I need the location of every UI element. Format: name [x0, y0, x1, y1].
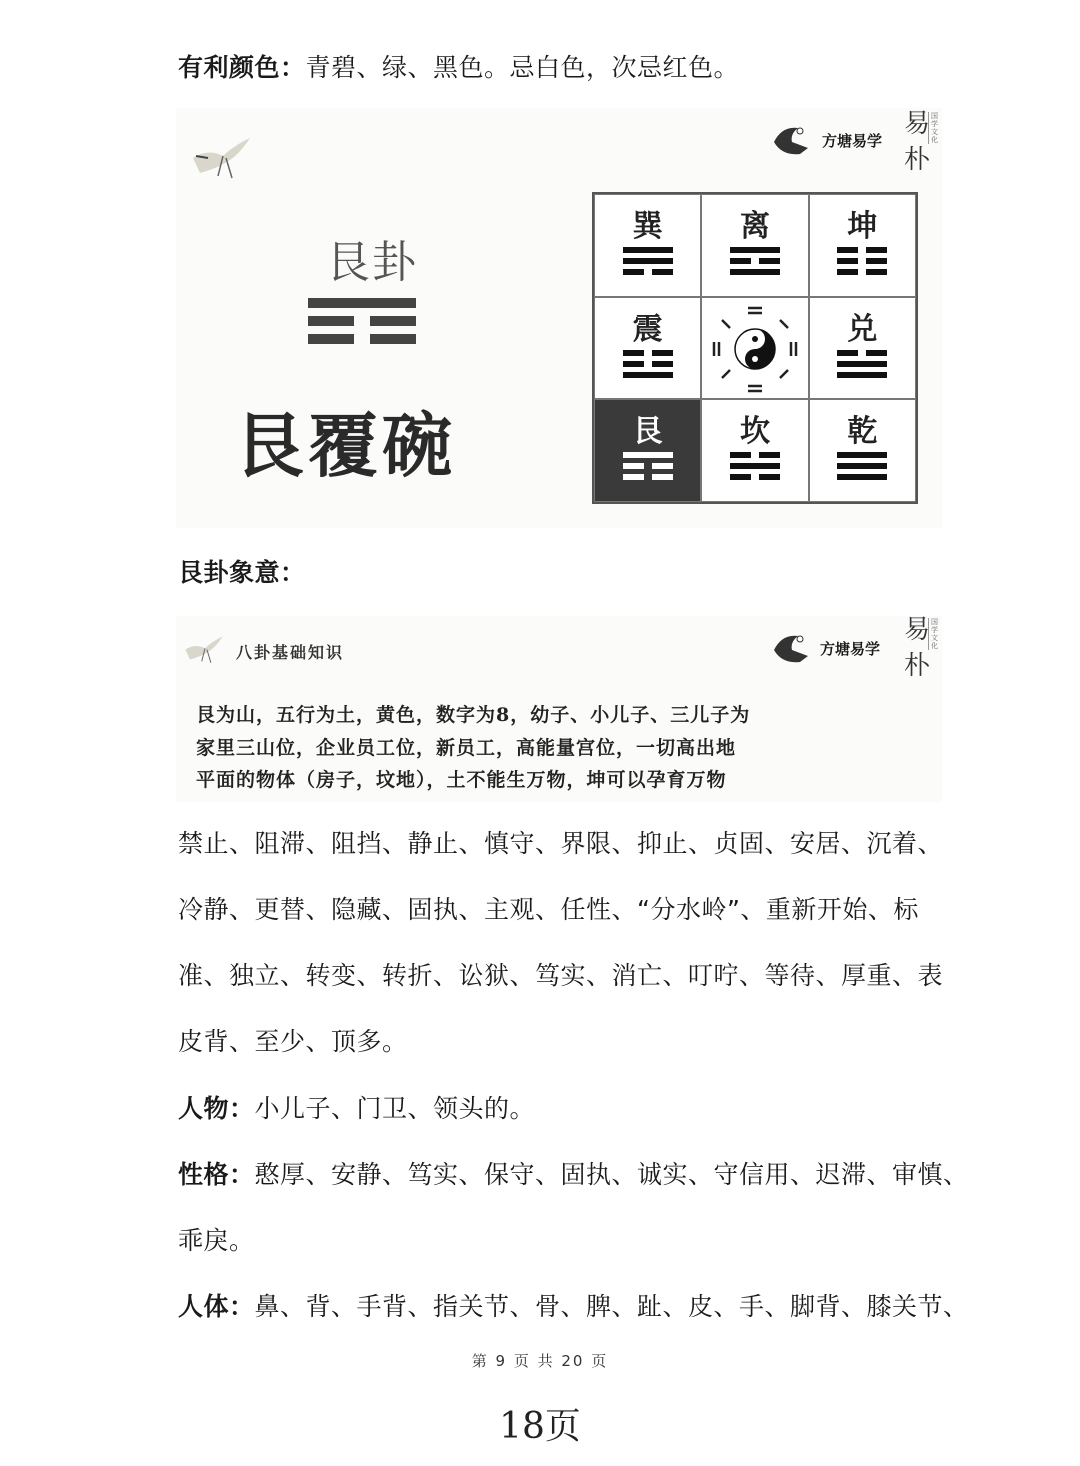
yin-yang-icon: [702, 298, 808, 400]
trigram-icon: [623, 247, 673, 280]
grid-cell: [594, 399, 701, 502]
brand-char-pu-2: 朴: [904, 651, 931, 681]
basics-line-3: 平面的物体（房子，坟地），土不能生万物，坤可以孕育万物: [196, 769, 727, 791]
favorable-colors-text: 青碧、绿、黑色。忌白色，次忌红色。: [305, 53, 740, 82]
crane-icon: [188, 128, 258, 183]
logo-mark-icon-2: [770, 630, 812, 666]
grid-cell: [701, 194, 808, 297]
gen-trigram-icon: [308, 298, 416, 344]
xingge-line: [178, 1155, 969, 1191]
grid-cell-label: 坎: [739, 414, 770, 450]
grid-cell-label: 乾: [847, 414, 878, 450]
trigram-grid: [592, 192, 918, 504]
grid-cell-label: 兑: [847, 311, 878, 347]
grid-cell: [701, 399, 808, 502]
grid-cell-label: 震: [632, 311, 663, 347]
grid-cell: [809, 194, 916, 297]
brand-side-text: 国学文化: [928, 112, 939, 144]
body-line-2: 冷静、更替、隐藏、固执、主观、任性、“分水岭”、重新开始、标: [178, 895, 919, 924]
grid-cell-label: 艮: [632, 414, 663, 450]
grid-cell: [809, 399, 916, 502]
trigram-icon: [837, 350, 887, 383]
trigram-icon: [623, 452, 673, 485]
brand-side-text-2: 国学文化: [928, 618, 939, 650]
basics-line-2: 家里三山位，企业员工位，新员工，高能量宫位，一切高出地: [196, 737, 737, 759]
page-number-large: 18页: [499, 1406, 581, 1447]
grid-cell: [701, 297, 808, 400]
renwu-line: [178, 1089, 535, 1125]
renti-label: 人体：: [178, 1292, 255, 1321]
xingge-label: 性格：: [178, 1160, 255, 1189]
grid-cell-label: 巽: [632, 209, 663, 244]
grid-cell: [594, 194, 701, 297]
logo-text-2: 方塘易学: [820, 640, 881, 658]
slide2-title: 八卦基础知识: [236, 643, 345, 662]
favorable-colors-label: 有利颜色：: [178, 53, 306, 82]
grid-cell-label: 离: [739, 209, 770, 244]
basics-line-1: 艮为山，五行为土，黄色，数字为8，幼子、小儿子、三儿子为: [196, 704, 751, 726]
brand-char-pu: 朴: [904, 145, 931, 175]
trigram-icon: [730, 247, 780, 280]
grid-cell: [809, 297, 916, 400]
renti-text: 鼻、背、手背、指关节、骨、脾、趾、皮、手、脚背、膝关节、: [254, 1292, 969, 1321]
renti-line: [178, 1287, 969, 1323]
favorable-colors-line: [178, 48, 739, 84]
big-title: 艮覆碗: [234, 404, 456, 487]
grid-cell-label: 坤: [847, 209, 878, 244]
logo-text: 方塘易学: [822, 132, 883, 150]
body-line-3: 准、独立、转变、转折、讼狱、笃实、消亡、叮咛、等待、厚重、表: [178, 961, 944, 990]
body-line-1: 禁止、阻滞、阻挡、静止、慎守、界限、抑止、贞固、安居、沉着、: [178, 829, 944, 858]
xingge-line-2: 乖戾。: [178, 1226, 255, 1255]
body-line-4: 皮背、至少、顶多。: [178, 1027, 408, 1056]
brand-char-yi-2: 易: [904, 615, 931, 645]
renwu-label: 人物：: [178, 1094, 255, 1123]
logo-mark-icon: [770, 122, 812, 158]
brand-char-yi: 易: [904, 109, 931, 139]
page-indicator: 第 9 页 共 20 页: [471, 1352, 609, 1370]
grid-cell: [594, 297, 701, 400]
xingge-text: 憨厚、安静、笃实、保守、固执、诚实、守信用、迟滞、审慎、: [254, 1160, 969, 1189]
crane-icon-small: [180, 630, 230, 666]
trigram-icon: [730, 452, 780, 485]
trigram-icon: [837, 247, 887, 280]
section-heading-text: 艮卦象意：: [178, 558, 306, 587]
gua-title: 艮卦: [326, 237, 418, 288]
section-heading: [178, 553, 306, 589]
renwu-text: 小儿子、门卫、领头的。: [254, 1094, 536, 1123]
trigram-icon: [837, 452, 887, 485]
trigram-icon: [623, 350, 673, 383]
